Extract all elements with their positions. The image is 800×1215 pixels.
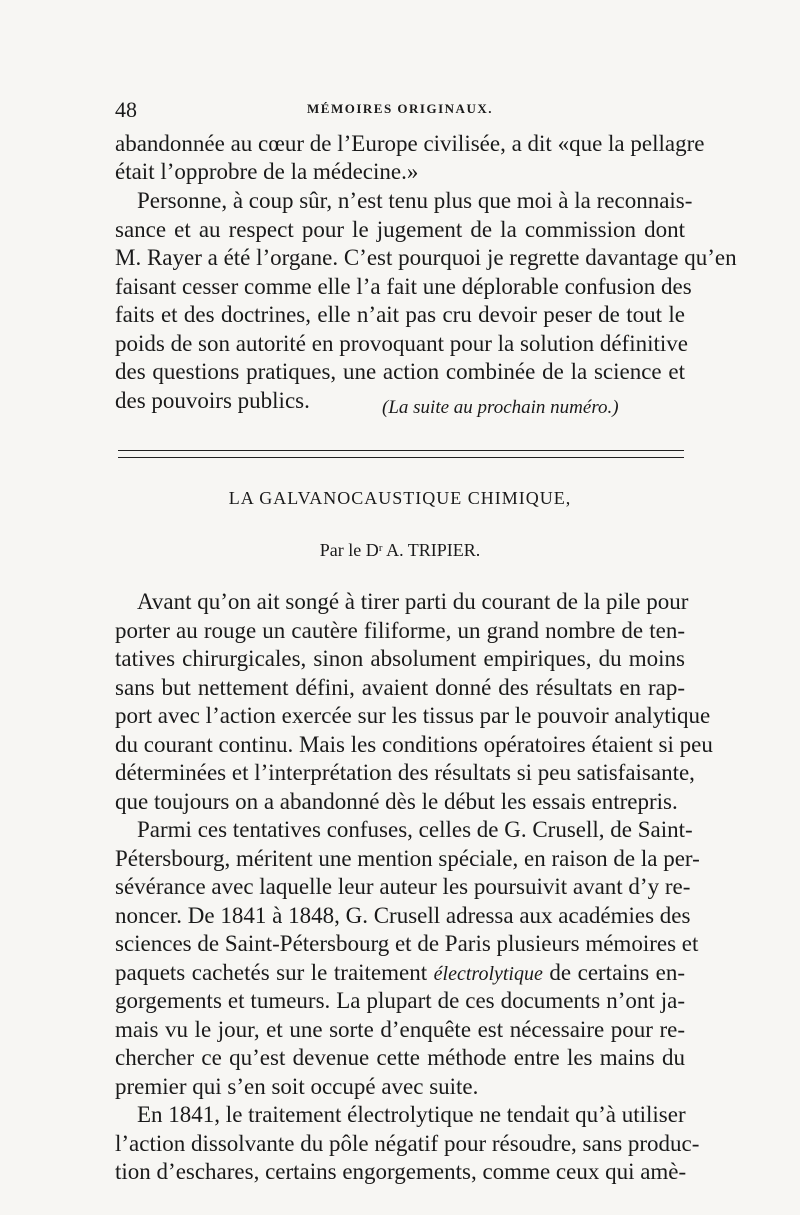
text-line: Pétersbourg, méritent une mention spéciale, en raison de la per- bbox=[115, 846, 700, 871]
text-line: gorgements et tumeurs. La plupart de ces documents n’ont ja- bbox=[115, 988, 685, 1013]
text-line: Avant qu’on ait songé à tirer parti du courant de la pile pour bbox=[137, 589, 689, 614]
divider-rule bbox=[118, 450, 684, 451]
text-line: Personne, à coup sûr, n’est tenu plus que moi à la reconnais- bbox=[137, 188, 693, 213]
text-line: abandonnée au cœur de l’Europe civilisée, a dit «que la pellagre bbox=[115, 131, 705, 156]
text-line bbox=[115, 959, 685, 988]
text-line: sévérance avec laquelle leur auteur les poursuivit avant d’y re- bbox=[115, 874, 691, 899]
text-line: M. Rayer a été l’organe. C’est pourquoi je regrette davantage qu’en bbox=[115, 245, 737, 270]
text-line: tatives chirurgicales, sinon absolument empiriques, du moins bbox=[115, 646, 685, 671]
divider-rule bbox=[118, 457, 684, 458]
text-line: noncer. De 1841 à 1848, G. Crusell adressa aux académies des bbox=[115, 903, 691, 928]
text-run: paquets cachetés sur le traitement bbox=[115, 960, 434, 985]
running-head: MÉMOIRES ORIGINAUX. bbox=[307, 101, 493, 116]
text-line: sans but nettement défini, avaient donné des résultats en rap- bbox=[115, 675, 685, 700]
text-line: déterminées et l’interprétation des résultats si peu satisfaisante, bbox=[115, 760, 695, 785]
byline: Par le Dʳ A. TRIPIER. bbox=[319, 540, 481, 560]
text-line: mais vu le jour, et une sorte d’enquête est nécessaire pour re- bbox=[115, 1017, 685, 1042]
text-line: porter au rouge un cautère filiforme, un grand nombre de ten- bbox=[115, 618, 685, 643]
text-line: faits et des doctrines, elle n’ait pas cru devoir peser de tout le bbox=[115, 302, 685, 327]
text-line: du courant continu. Mais les conditions opératoires étaient si peu bbox=[115, 732, 713, 757]
text-line: sciences de Saint-Pétersbourg et de Paris plusieurs mémoires et bbox=[115, 931, 699, 956]
text-run: de certains en- bbox=[542, 960, 686, 985]
italic-term: électrolytique bbox=[433, 963, 543, 985]
text-line: des pouvoirs publics. bbox=[115, 388, 310, 413]
text-line: tion d’eschares, certains engorgements, comme ceux qui amè- bbox=[115, 1159, 687, 1184]
text-line: l’action dissolvante du pôle négatif pour résoudre, sans produc- bbox=[115, 1131, 700, 1156]
text-line: sance et au respect pour le jugement de la commission dont bbox=[115, 217, 685, 242]
article-title: LA GALVANOCAUSTIQUE CHIMIQUE, bbox=[228, 488, 572, 508]
text-line: En 1841, le traitement électrolytique ne tendait qu’à utiliser bbox=[137, 1102, 686, 1127]
text-line: premier qui s’en soit occupé avec suite. bbox=[115, 1074, 479, 1099]
page-number: 48 bbox=[115, 97, 137, 122]
text-line: que toujours on a abandonné dès le début les essais entrepris. bbox=[115, 789, 678, 814]
text-line: chercher ce qu’est devenue cette méthode entre les mains du bbox=[115, 1045, 685, 1070]
text-line: poids de son autorité en provoquant pour la solution définitive bbox=[115, 331, 688, 356]
text-line: port avec l’action exercée sur les tissus par le pouvoir analytique bbox=[115, 703, 711, 728]
text-line: des questions pratiques, une action combinée de la science et bbox=[115, 359, 685, 384]
text-line: était l’opprobre de la médecine.» bbox=[115, 159, 419, 184]
continued-note: (La suite au prochain numéro.) bbox=[382, 397, 619, 418]
text-line: faisant cesser comme elle l’a fait une déplorable confusion des bbox=[115, 274, 692, 299]
text-line: Parmi ces tentatives confuses, celles de G. Crusell, de Saint- bbox=[137, 817, 693, 842]
